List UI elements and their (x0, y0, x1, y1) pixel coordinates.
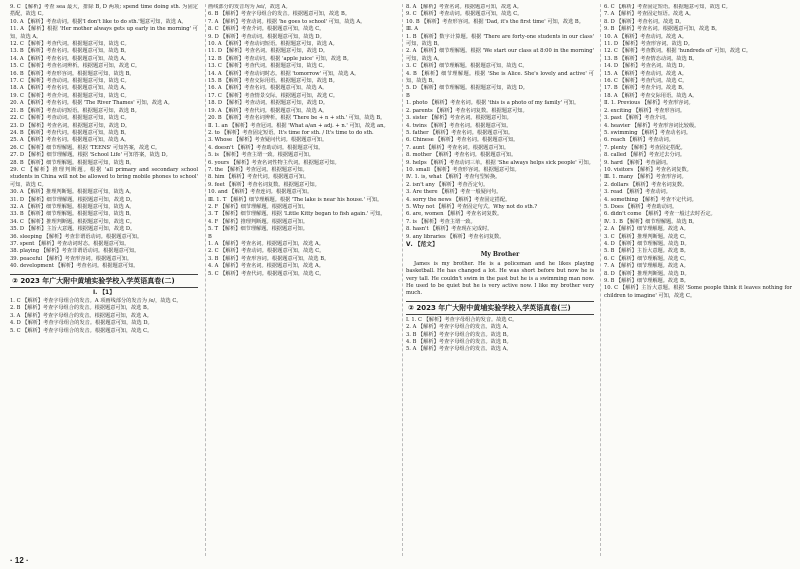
answer-line: 2. isn't any 【解析】考查否定句。 (406, 181, 489, 188)
answer-line: 16. C 【解析】考查代词。故选 C。 (604, 78, 688, 85)
answer-line: 1. B 【解析】数字计算题。根据 'There are forty-one students in our class' 可知，故选 B。 (406, 33, 594, 48)
answer-line: 20. B 【解析】考查名词辨析。根据 'There be + n + sth.' 可知，故选 B。 (208, 115, 386, 122)
column-divider (402, 4, 403, 556)
answer-line: 4. B 【解析】细节理解题。根据 'She is Alice. She's lovely and active' 可知，故选 B。 (406, 70, 594, 85)
answer-line: 24. B 【解析】考查代词。根据题意可知，故选 B。 (10, 129, 130, 136)
answer-line: 15. C 【解析】考查名词辨析。根据题意可知，故选 C。 (10, 63, 141, 70)
answer-line: 25. A 【解析】考查名词。根据题意可知，故选 A。 (10, 137, 130, 144)
answer-line: Ⅱ. 1. Previous 【解析】考查形容词。 (604, 100, 694, 107)
answer-line: Ⅳ. 1. B 【解析】细节理解题。故选 B。 (604, 218, 698, 225)
column-1 (10, 4, 198, 556)
answer-line: James is my brother. He is a policeman and he likes playing basketball. He has changed a lot. He was short before but now he is very tall. He couldn't swim in the past but he is a swimming man now. He used to be quiet but he is very active now. I like my brother very much. (406, 260, 594, 297)
answer-line: 8. D 【解析】推理判断题。故选 D。 (604, 270, 690, 277)
col3-answer-list-2 (406, 317, 594, 354)
answer-line: 5. swimming 【解析】考查动名词。 (604, 129, 692, 136)
answer-line: 17. B 【解析】考查介词。故选 B。 (604, 85, 688, 92)
answer-line: 14. A 【解析】考查动词时态。根据 'tomorrow' 可知，故选 A。 (208, 70, 360, 77)
answer-line: 5. T 【解析】细节理解题。根据题意可知。 (208, 226, 308, 233)
col3-answer-list (406, 4, 594, 241)
answer-line: 8. him 【解析】考查代词。根据题意可知。 (208, 174, 310, 181)
answer-line: 4. D 【解析】考查字母组合的发音。根据题意可知，故选 D。 (10, 320, 153, 327)
column-divider (600, 4, 601, 556)
column-3 (406, 4, 594, 556)
answer-line: 6. B 【解析】考查字母组合的发音。根据题意可知，故选 B。 (208, 11, 351, 18)
answer-line: 9. B 【解析】细节理解题。故选 B。 (604, 278, 689, 285)
answer-line: 3. Whose 【解析】考查疑问代词。根据题意可知。 (208, 137, 328, 144)
answer-line: 39. peaceful 【解析】考查形容词。根据题意可知。 (10, 255, 133, 262)
answer-line: Ⅲ. A (406, 26, 419, 33)
col1-answer-list-2 (10, 298, 198, 335)
answer-line: 3. past 【解析】考查介词。 (604, 115, 671, 122)
answer-line: B (406, 92, 410, 99)
answer-line: 1. photo 【解析】考查名词。根据 'this is a photo of my family' 可知。 (406, 100, 580, 107)
answer-line: 13. B 【解析】考查情态动词。故选 B。 (604, 55, 698, 62)
answer-line: 8. C 【解析】考查介词。根据题意可知，故选 C。 (208, 26, 325, 33)
answer-line: 9. hard 【解析】考查副词。 (604, 159, 672, 166)
answer-line: 33. B 【解析】细节理解题。根据题意可知，故选 B。 (10, 211, 135, 218)
answer-line: 18. A 【解析】考查交际用语。故选 A。 (604, 92, 698, 99)
answer-line: Ⅲ. 1. many 【解析】考查形容词。 (604, 174, 687, 181)
col2-answer-list (208, 4, 396, 278)
answer-line: 18. A 【解析】考查名词。根据题意可知，故选 A。 (10, 85, 130, 92)
answer-line: 8. called 【解析】考查过去分词。 (604, 152, 686, 159)
answer-line: 10. A 【解析】考查动词短语。根据题意可知，故选 A。 (208, 41, 338, 48)
answer-line: 31. D 【解析】细节理解题。根据题意可知，故选 D。 (10, 196, 136, 203)
answer-line: 8. mother 【解析】考查名词。根据题意可知。 (406, 152, 517, 159)
answer-line: 10. and 【解析】考查连词。根据题意可知。 (208, 189, 313, 196)
answer-line: 1. A 【解析】考查名词。根据题意可知，故选 A。 (208, 241, 324, 247)
answer-line: 29. C 【解析】推理判断题。根据 'all primary and secondary school students in China will not be allowed to bring mobile phones to school' 可知，故选 C。 (10, 166, 198, 188)
answer-line: 5. C 【解析】考查字母组合的发音。根据题意可知，故选 C。 (10, 327, 153, 334)
answer-line: 32. A 【解析】细节理解题。根据题意可知，故选 A。 (10, 203, 135, 210)
answer-line: 2. B 【解析】考查字母组合的发音。根据题意可知，故选 B。 (10, 305, 153, 312)
answer-line: 2. A 【解析】考查字母组合的发音。故选 A。 (406, 324, 512, 331)
answer-page (10, 4, 792, 556)
answer-line: 14. A 【解析】考查名词。根据题意可知，故选 A。 (10, 55, 130, 62)
answer-line: 6. C 【解析】考查固定短语。根据题意可知，故选 C。 (604, 4, 731, 10)
answer-line: 18. D 【解析】考查动词。根据题意可知，故选 D。 (208, 100, 329, 107)
column-2 (208, 4, 396, 556)
answer-line: Ⅲ. 1. T 【解析】细节理解题。根据 'The lake is near his house.' 可知。 (208, 196, 383, 203)
answer-line: 5. B 【解析】主旨大意题。故选 B。 (604, 248, 689, 255)
answer-line: 7. A 【解析】考查动词。根据 'he goes to school' 可知，故选 A。 (208, 18, 366, 25)
answer-line: 10. visitors 【解析】考查名词复数。 (604, 166, 692, 173)
answer-line: 3. B 【解析】考查形容词。根据题意可知，故选 B。 (208, 255, 330, 262)
answer-line: 15. B 【解析】考查交际用语。根据题意可知，故选 B。 (208, 78, 338, 85)
col1-answer-list (10, 4, 198, 271)
answer-line: 4. doesn't 【解析】考查助动词。根据题意可知。 (208, 144, 324, 151)
answer-line: 8. hasn't 【解析】考查现在完成时。 (406, 226, 493, 233)
answer-line: 7. is 【解析】考查主谓一致。 (406, 218, 476, 225)
answer-line: 10. B 【解析】考查形容词。根据 'Dad, it's the first time' 可知，故选 B。 (406, 18, 584, 25)
answer-line: 11. D 【解析】考查形容词。故选 D。 (604, 41, 693, 48)
answer-line: 27. D 【解析】细节理解题。根据 'School Life' 可知答案，故选 D。 (10, 152, 171, 159)
answer-line: 3. A 【解析】考查字母组合的发音。根据题意可知，故选 A。 (10, 312, 152, 319)
answer-line: 13. C 【解析】考查代词。根据题意可知，故选 C。 (208, 63, 328, 70)
answer-line: 7. A 【解析】考查固定短语。故选 A。 (604, 11, 695, 18)
essay-body (406, 261, 594, 298)
essay-title: My Brother (480, 251, 520, 259)
answer-line: 12. B 【解析】考查动词。根据 'apple juice' 可知，故选 B。 (208, 55, 352, 62)
answer-line: 5. father 【解析】考查名词。根据题意可知。 (406, 129, 514, 136)
answer-line: 23. D 【解析】考查名词。根据题意可知，故选 D。 (10, 122, 131, 129)
answer-line: 9. C 【解析】考查动词。根据题意可知，故选 C。 (406, 11, 523, 18)
answer-line: 19. A 【解析】考查代词。根据题意可知，故选 A。 (208, 107, 328, 114)
answer-line: 4. F 【解析】推理判断题。根据题意可知。 (208, 218, 309, 225)
answer-line: 7. aunt 【解析】考查名词。根据题意可知。 (406, 144, 510, 151)
answer-line: 2. exciting 【解析】考查形容词。 (604, 107, 686, 114)
answer-line: 2. to 【解析】考查固定短语。It's time for sth. / It's time to do sth. (208, 129, 374, 136)
answer-line: 17. C 【解析】考查动词。根据题意可知，故选 C。 (10, 78, 130, 85)
answer-line: 26. C 【解析】细节理解题。根据 'TEENS' 可知答案，故选 C。 (10, 144, 161, 151)
answer-line: 10. A 【解析】考查动词。故选 A。 (604, 33, 687, 40)
answer-line: 3. C 【解析】细节理解题。根据题意可知，故选 C。 (406, 63, 528, 70)
answer-line: 10. A 【解析】考查动词。根据'I don't like to do sth.'题意可知，故选 A。 (10, 18, 187, 25)
answer-line: Ⅱ. 1. an 【解析】考查冠词。根据 'What a/an + adj. + n.' 可知，故选 an。 (208, 122, 389, 129)
answer-line: 2. A 【解析】细节理解题。根据 'We start our class at 8:00 in the morning' 可知，故选 A。 (406, 48, 594, 62)
page-number: · 12 · (10, 556, 29, 565)
answer-line: 22. C 【解析】考查动词。根据题意可知，故选 C。 (10, 115, 130, 122)
answer-line: 15. A 【解析】考查动词。故选 A。 (604, 70, 687, 77)
answer-line: 3. Are there 【解析】考查一般疑问句。 (406, 189, 502, 196)
answer-line: 19. C 【解析】考查介词。根据题意可知，故选 C。 (10, 92, 130, 99)
answer-line: 4. twins 【解析】考查名词。根据题意可知。 (406, 122, 512, 129)
answer-line: 9. helps 【解析】考查动词三单。根据 'She always helps sick people' 可知。 (406, 159, 594, 166)
answer-line: 4. D 【解析】细节理解题。故选 D。 (604, 241, 690, 247)
answer-line: 21. B 【解析】考查动词短语。根据题意可知，故选 B。 (10, 107, 140, 114)
answer-line: 12. C 【解析】考查代词。根据题意可知，故选 C。 (10, 41, 130, 48)
answer-line: 8. D 【解析】考查名词。故选 D。 (604, 18, 685, 25)
answer-line: 7. plenty 【解析】考查固定搭配。 (604, 144, 686, 151)
answer-line: 4. heavier 【解析】考查形容词比较级。 (604, 122, 700, 129)
answer-line: 4. sorry the news 【解析】考查固定搭配。 (406, 196, 511, 203)
answer-line: 10. small 【解析】考查形容词。根据题意可知。 (406, 166, 520, 173)
answer-line: 4. A 【解析】考查名词。根据题意可知，故选 A。 (208, 263, 324, 270)
answer-line: 9. C 【解析】考查 sea 最大，排除 B, D 两项; spend time doing sth. 为固定搭配，故选 C。 (10, 4, 198, 18)
answer-line: 20. A 【解析】考查名词。根据 'The River Thames' 可知，故选 A。 (10, 100, 173, 107)
answer-line: 5. A 【解析】考查字母组合的发音。故选 A。 (406, 346, 512, 353)
answer-line: 5. C 【解析】考查代词。根据题意可知，故选 C。 (208, 270, 325, 277)
answer-line: 6. are, women 【解析】考查名词复数。 (406, 211, 503, 218)
answer-line: 16. B 【解析】考查形容词。根据题意可知，故选 B。 (10, 70, 135, 77)
answer-line: 6. C 【解析】细节理解题。故选 C。 (604, 255, 690, 262)
answer-line: 3. read 【解析】考查动词。 (604, 189, 671, 196)
answer-line: 5. Why not 【解析】考查固定句式。Why not do sth.? (406, 203, 538, 210)
answer-line: 2. C 【解析】考查动词。根据题意可知，故选 C。 (208, 248, 325, 255)
answer-line: 28. B 【解析】细节理解题。根据题意可知，故选 B。 (10, 159, 135, 166)
answer-line: 9. any libraries 【解析】考查名词复数。 (406, 233, 505, 240)
answer-line: 37. spent 【解析】考查动词时态。根据题意可知。 (10, 241, 130, 247)
answer-line: Ⅰ. 1. C 【解析】考查字母组合的发音。故选 C。 (406, 316, 518, 323)
col4-answer-list (604, 4, 792, 300)
answer-line: 9. D 【解析】考查动词。根据题意可知，故选 D。 (208, 33, 325, 40)
answer-line: 5. D 【解析】细节理解题。根据题意可知，故选 D。 (406, 85, 528, 92)
answer-line: 7. the 【解析】考查冠词。根据题意可知。 (208, 166, 308, 173)
answer-line: 2. dollars 【解析】考查名词复数。 (604, 181, 688, 188)
answer-line: Ⅳ. 1. is, what 【解析】考查句型转换。 (406, 174, 501, 181)
answer-line: 画线部分的发音均为 /ei/，故选 A。 (208, 4, 291, 10)
column-divider (205, 4, 206, 556)
answer-line: 35. D 【解析】主旨大意题。根据题意可知，故选 D。 (10, 226, 136, 233)
answer-line: 3. T 【解析】细节理解题。根据 'Little Kitty began to fish again.' 可知。 (208, 211, 386, 218)
answer-line: 10. C 【解析】主旨大意题。根据 'Some people think it leaves nothing for children to imagine' 可知，故选 C。 (604, 285, 792, 299)
answer-line: 3. B 【解析】考查字母组合的发音。故选 B。 (406, 331, 512, 338)
answer-line: 9. feet 【解析】考查名词复数。根据题意可知。 (208, 181, 320, 188)
answer-line: B (208, 233, 212, 240)
answer-line: 17. C 【解析】考查情景交际。根据题意可知，故选 C。 (208, 92, 339, 99)
section-title-exam-3: ② 2023 年广大附中黄埔实验学校入学英语真卷(三) (406, 301, 594, 315)
answer-line: 12. C 【解析】考查数词。根据 'hundreds of' 可知，故选 C。 (604, 48, 752, 55)
answer-line: 7. A 【解析】细节理解题。故选 A。 (604, 263, 689, 270)
answer-line: 3. sister 【解析】考查名词。根据题意可知。 (406, 115, 512, 122)
answer-line: 11. A 【解析】根据 'Her mother always gets up early in the morning' 可知，故选 A。 (10, 26, 198, 40)
answer-line: 6. didn't come 【解析】考查一般过去时否定。 (604, 211, 716, 218)
essay-heading: Ⅴ. 【范文】 (406, 242, 438, 248)
answer-line: 8. A 【解析】考查名词。根据题意可知，故选 A。 (406, 4, 522, 10)
answer-line: 38. playing 【解析】考查非谓语动词。根据题意可知。 (10, 248, 140, 255)
answer-line: 30. A 【解析】推理判断题。根据题意可知，故选 A。 (10, 189, 135, 196)
answer-line: 16. A 【解析】考查名词。根据题意可知，故选 A。 (208, 85, 328, 92)
answer-line: 36. sleeping 【解析】考查非谓语动词。根据题意可知。 (10, 233, 143, 240)
answer-line: 11. D 【解析】考查名词。根据题意可知，故选 D。 (208, 48, 329, 55)
column-4 (604, 4, 792, 556)
answer-line: 14. D 【解析】考查名词。故选 D。 (604, 63, 688, 70)
answer-line: 5. is 【解析】考查主谓一致。根据题意可知。 (208, 152, 314, 159)
section-subtitle: Ⅰ. 【1】 (92, 289, 115, 296)
answer-line: 40. development 【解析】考查名词。根据题意可知。 (10, 263, 139, 270)
answer-line: 4. B 【解析】考查字母组合的发音。故选 B。 (406, 339, 512, 346)
answer-line: 2. F 【解析】细节理解题。根据题意可知。 (208, 203, 309, 210)
answer-line: 9. B 【解析】考查名词。根据题意可知，故选 B。 (604, 26, 721, 33)
answer-line: 5. Does 【解析】考查助动词。 (604, 203, 678, 210)
section-title-exam-2: ② 2023 年广大附中黄埔实验学校入学英语真卷(二) (10, 274, 198, 288)
answer-line: 1. C 【解析】考查字母组合的发音。A 项画线部分的发音为 /e/，故选 C。 (10, 298, 182, 305)
answer-line: 2. parents 【解析】考查名词复数。根据题意可知。 (406, 107, 528, 114)
answer-line: 3. C 【解析】推理判断题。故选 C。 (604, 233, 690, 240)
answer-line: 2. A 【解析】细节理解题。故选 A。 (604, 226, 689, 233)
answer-line: 34. C 【解析】推理判断题。根据题意可知，故选 C。 (10, 218, 135, 225)
answer-line: 4. something 【解析】考查不定代词。 (604, 196, 697, 203)
answer-line: 6. Chinese 【解析】考查名词。根据题意可知。 (406, 137, 519, 144)
answer-line: 6. reach 【解析】考查动词。 (604, 137, 674, 144)
answer-line: 13. B 【解析】考查名词。根据题意可知，故选 B。 (10, 48, 130, 55)
answer-line: 6. yours 【解析】考查名词性物主代词。根据题意可知。 (208, 159, 340, 166)
